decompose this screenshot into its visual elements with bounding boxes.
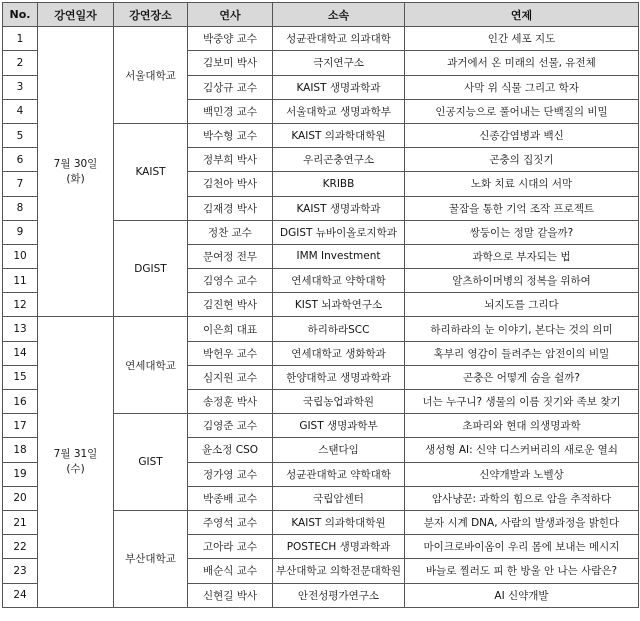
affiliation-cell: KIST 뇌과학연구소	[273, 293, 405, 317]
affiliation-cell: 연세대학교 약학대학	[273, 269, 405, 293]
row-number: 4	[3, 99, 38, 123]
date-cell	[38, 317, 114, 607]
lecture-title-cell: 바늘로 찔러도 피 한 방울 안 나는 사람은?	[405, 559, 639, 583]
lecture-title-cell: 초파리와 현대 의생명과학	[405, 414, 639, 438]
speaker-cell: 백민경 교수	[188, 99, 273, 123]
header-title: 연제	[405, 3, 639, 27]
table-row	[3, 317, 639, 341]
lecture-title-cell: 암사냥꾼: 과학의 힘으로 암을 추적하다	[405, 486, 639, 510]
date-line: 7월 31일	[53, 447, 98, 460]
venue-cell: 서울대학교	[114, 27, 188, 124]
lecture-title-cell: 쌍둥이는 정말 같을까?	[405, 220, 639, 244]
lecture-title-cell: 과학으로 부자되는 법	[405, 244, 639, 268]
lecture-title-cell: 인공지능으로 풀어내는 단백질의 비밀	[405, 99, 639, 123]
row-number: 14	[3, 341, 38, 365]
affiliation-cell: 성균관대학교 약학대학	[273, 462, 405, 486]
date-line: (수)	[66, 463, 85, 476]
speaker-cell: 정부희 박사	[188, 148, 273, 172]
lecture-title-cell: 사막 위 식물 그리고 학자	[405, 75, 639, 99]
speaker-cell: 김재경 박사	[188, 196, 273, 220]
affiliation-cell: 부산대학교 의학전문대학원	[273, 559, 405, 583]
row-number: 1	[3, 27, 38, 51]
speaker-cell: 박헌우 교수	[188, 341, 273, 365]
lecture-title-cell: 마이크로바이옴이 우리 몸에 보내는 메시지	[405, 535, 639, 559]
affiliation-cell: 국립농업과학원	[273, 390, 405, 414]
table-header-row	[3, 3, 639, 27]
row-number: 5	[3, 123, 38, 147]
speaker-cell: 김영준 교수	[188, 414, 273, 438]
affiliation-cell: KAIST 의과학대학원	[273, 123, 405, 147]
lecture-title-cell: 분자 시계 DNA, 사람의 발생과정을 밝힌다	[405, 510, 639, 534]
speaker-cell: 주영석 교수	[188, 510, 273, 534]
lecture-title-cell: 노화 치료 시대의 서막	[405, 172, 639, 196]
affiliation-cell: KAIST 생명과학과	[273, 196, 405, 220]
affiliation-cell: 스탠다임	[273, 438, 405, 462]
lecture-title-cell: 생성형 AI: 신약 디스커버리의 새로운 열쇠	[405, 438, 639, 462]
affiliation-cell: 극지연구소	[273, 51, 405, 75]
affiliation-cell: 성균관대학교 의과대학	[273, 27, 405, 51]
lecture-title-cell: 신약개발과 노벨상	[405, 462, 639, 486]
speaker-cell: 박종배 교수	[188, 486, 273, 510]
affiliation-cell: 안전성평가연구소	[273, 583, 405, 607]
speaker-cell: 박수형 교수	[188, 123, 273, 147]
lecture-title-cell: 너는 누구니? 생물의 이름 짓기와 족보 찾기	[405, 390, 639, 414]
speaker-cell: 고아라 교수	[188, 535, 273, 559]
row-number: 21	[3, 510, 38, 534]
row-number: 6	[3, 148, 38, 172]
affiliation-cell: 한양대학교 생명과학과	[273, 365, 405, 389]
affiliation-cell: POSTECH 생명과학과	[273, 535, 405, 559]
header-no: No.	[3, 3, 38, 27]
venue-cell: DGIST	[114, 220, 188, 317]
row-number: 10	[3, 244, 38, 268]
speaker-cell: 김천아 박사	[188, 172, 273, 196]
speaker-cell: 배순식 교수	[188, 559, 273, 583]
speaker-cell: 이은희 대표	[188, 317, 273, 341]
row-number: 3	[3, 75, 38, 99]
affiliation-cell: KAIST 생명과학과	[273, 75, 405, 99]
lecture-title-cell: 혹부리 영감이 들려주는 암전이의 비밀	[405, 341, 639, 365]
venue-cell: 부산대학교	[114, 510, 188, 607]
row-number: 2	[3, 51, 38, 75]
lecture-title-cell: 알츠하이머병의 정복을 위하여	[405, 269, 639, 293]
row-number: 19	[3, 462, 38, 486]
lecture-schedule-table	[2, 2, 639, 608]
row-number: 18	[3, 438, 38, 462]
lecture-title-cell: 인간 세포 지도	[405, 27, 639, 51]
table-body	[3, 27, 639, 608]
lecture-title-cell: 뇌지도를 그리다	[405, 293, 639, 317]
lecture-title-cell: 과거에서 온 미래의 선물, 유전체	[405, 51, 639, 75]
row-number: 11	[3, 269, 38, 293]
row-number: 13	[3, 317, 38, 341]
row-number: 17	[3, 414, 38, 438]
row-number: 12	[3, 293, 38, 317]
speaker-cell: 송정훈 박사	[188, 390, 273, 414]
affiliation-cell: IMM Investment	[273, 244, 405, 268]
affiliation-cell: 하리하라SCC	[273, 317, 405, 341]
date-line: 7월 30일	[53, 157, 98, 170]
speaker-cell: 정찬 교수	[188, 220, 273, 244]
header-venue: 강연장소	[114, 3, 188, 27]
row-number: 15	[3, 365, 38, 389]
header-date: 강연일자	[38, 3, 114, 27]
speaker-cell: 김보미 박사	[188, 51, 273, 75]
speaker-cell: 신현길 박사	[188, 583, 273, 607]
speaker-cell: 김영수 교수	[188, 269, 273, 293]
venue-cell: KAIST	[114, 123, 188, 220]
affiliation-cell: 연세대학교 생화학과	[273, 341, 405, 365]
speaker-cell: 심지원 교수	[188, 365, 273, 389]
table-row	[3, 27, 639, 51]
lecture-title-cell: 꿀잠을 통한 기억 조작 프로젝트	[405, 196, 639, 220]
lecture-title-cell: 곤충은 어떻게 숨을 쉴까?	[405, 365, 639, 389]
date-line: (화)	[66, 172, 85, 185]
header-affiliation: 소속	[273, 3, 405, 27]
lecture-title-cell: AI 신약개발	[405, 583, 639, 607]
venue-cell: 연세대학교	[114, 317, 188, 414]
speaker-cell: 박중양 교수	[188, 27, 273, 51]
speaker-cell: 정가영 교수	[188, 462, 273, 486]
affiliation-cell: KAIST 의과학대학원	[273, 510, 405, 534]
lecture-title-cell: 신종감염병과 백신	[405, 123, 639, 147]
affiliation-cell: DGIST 뉴바이올로지학과	[273, 220, 405, 244]
row-number: 9	[3, 220, 38, 244]
lecture-title-cell: 하리하라의 눈 이야기, 본다는 것의 의미	[405, 317, 639, 341]
lecture-title-cell: 곤충의 집짓기	[405, 148, 639, 172]
row-number: 8	[3, 196, 38, 220]
row-number: 7	[3, 172, 38, 196]
row-number: 24	[3, 583, 38, 607]
affiliation-cell: KRIBB	[273, 172, 405, 196]
header-speaker: 연사	[188, 3, 273, 27]
speaker-cell: 문여정 전무	[188, 244, 273, 268]
row-number: 20	[3, 486, 38, 510]
venue-cell: GIST	[114, 414, 188, 511]
affiliation-cell: 서울대학교 생명과학부	[273, 99, 405, 123]
affiliation-cell: 국립암센터	[273, 486, 405, 510]
affiliation-cell: 우리곤충연구소	[273, 148, 405, 172]
row-number: 16	[3, 390, 38, 414]
speaker-cell: 윤소정 CSO	[188, 438, 273, 462]
row-number: 23	[3, 559, 38, 583]
affiliation-cell: GIST 생명과학부	[273, 414, 405, 438]
row-number: 22	[3, 535, 38, 559]
speaker-cell: 김상규 교수	[188, 75, 273, 99]
speaker-cell: 김진현 박사	[188, 293, 273, 317]
date-cell	[38, 27, 114, 317]
